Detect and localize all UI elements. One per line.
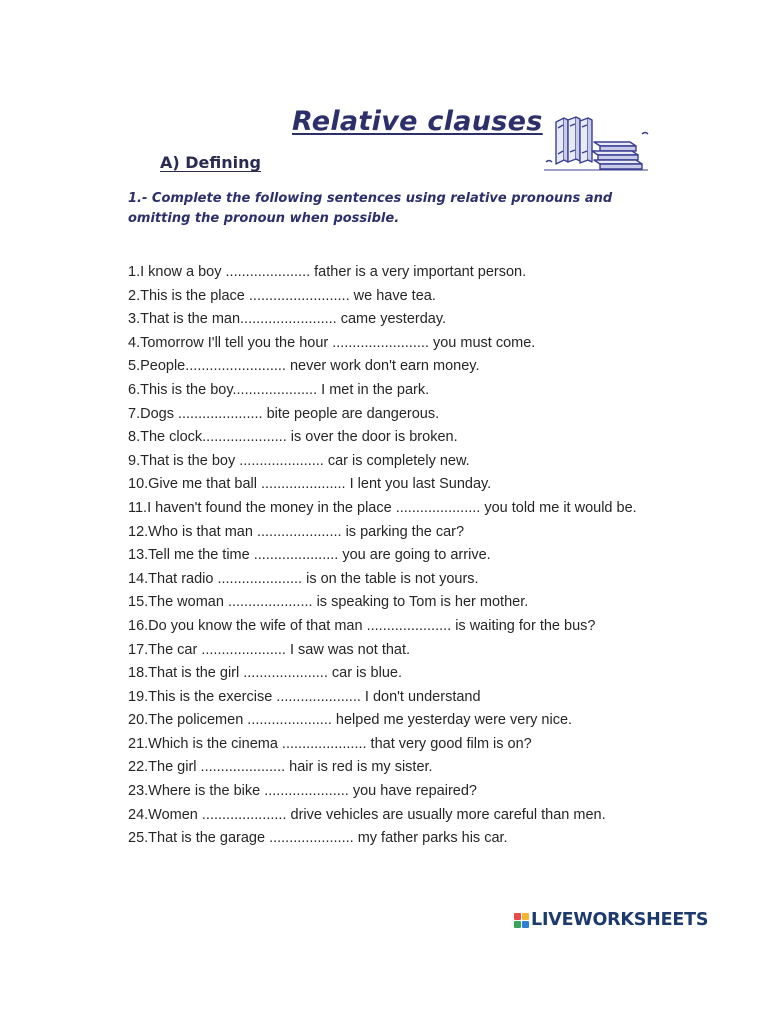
exercise-sentence: 6.This is the boy..................... I met in the park.: [128, 381, 430, 398]
exercise-sentence: 4.Tomorrow I'll tell you the hour ........................ you must come.: [128, 334, 536, 351]
exercise-sentence: 8.The clock..................... is over the door is broken.: [128, 429, 458, 446]
exercise-sentence: 12.Who is that man ..................... is parking the car?: [128, 523, 465, 540]
logo-square-yellow: [522, 913, 529, 920]
exercise-sentence: 21.Which is the cinema ..................... that very good film is on?: [128, 735, 532, 752]
exercise-sentence: 11.I haven't found the money in the place ..................... you told me it would be.: [128, 499, 637, 516]
exercise-sentence: 17.The car ..................... I saw was not that.: [128, 641, 411, 658]
exercise-sentence: 3.That is the man........................ came yesterday.: [128, 311, 447, 328]
exercise-sentence: 9.That is the boy ..................... car is completely new.: [128, 452, 470, 469]
exercise-sentence: 25.That is the garage ..................... my father parks his car.: [128, 830, 508, 847]
stack-of-books-icon: [544, 112, 650, 172]
exercise-sentence: 20.The policemen ..................... helped me yesterday were very nice.: [128, 712, 573, 729]
exercise-sentence: 7.Dogs ..................... bite people are dangerous.: [128, 405, 440, 422]
exercise-instruction: 1.- Complete the following sentences using relative pronouns and omitting the pronoun when possible.: [128, 191, 613, 226]
logo-square-blue: [522, 921, 529, 928]
exercise-sentence: 23.Where is the bike ..................... you have repaired?: [128, 783, 477, 800]
exercise-list: [128, 261, 728, 851]
exercise-sentence: 1.I know a boy ..................... father is a very important person.: [128, 264, 527, 280]
liveworksheets-logo: [514, 908, 708, 932]
logo-square-red: [514, 913, 521, 920]
exercise-sentence: 13.Tell me the time ..................... you are going to arrive.: [128, 547, 491, 564]
exercise-sentence: 22.The girl ..................... hair is red is my sister.: [128, 759, 433, 776]
logo-square-green: [514, 921, 521, 928]
exercise-sentence: 5.People......................... never work don't earn money.: [128, 358, 480, 375]
exercise-sentence: 18.That is the girl ..................... car is blue.: [128, 665, 402, 682]
exercise-sentence: 10.Give me that ball ..................... I lent you last Sunday.: [128, 476, 492, 493]
exercise-sentence: 24.Women ..................... drive vehicles are usually more careful than men.: [128, 806, 606, 823]
exercise-sentence: 19.This is the exercise ..................... I don't understand: [128, 688, 481, 705]
logo-mark-icon: [514, 913, 529, 928]
exercise-sentence: 14.That radio ..................... is on the table is not yours.: [128, 570, 479, 587]
worksheet-title: Relative clauses: [292, 106, 543, 137]
exercise-sentence: 15.The woman ..................... is speaking to Tom is her mother.: [128, 594, 529, 611]
section-heading: A) Defining: [160, 153, 261, 172]
exercise-sentence: 16.Do you know the wife of that man ..................... is waiting for the bus?: [128, 617, 596, 634]
exercise-sentence: 2.This is the place ......................... we have tea.: [128, 287, 436, 304]
logo-text: LIVEWORKSHEETS: [531, 910, 709, 930]
